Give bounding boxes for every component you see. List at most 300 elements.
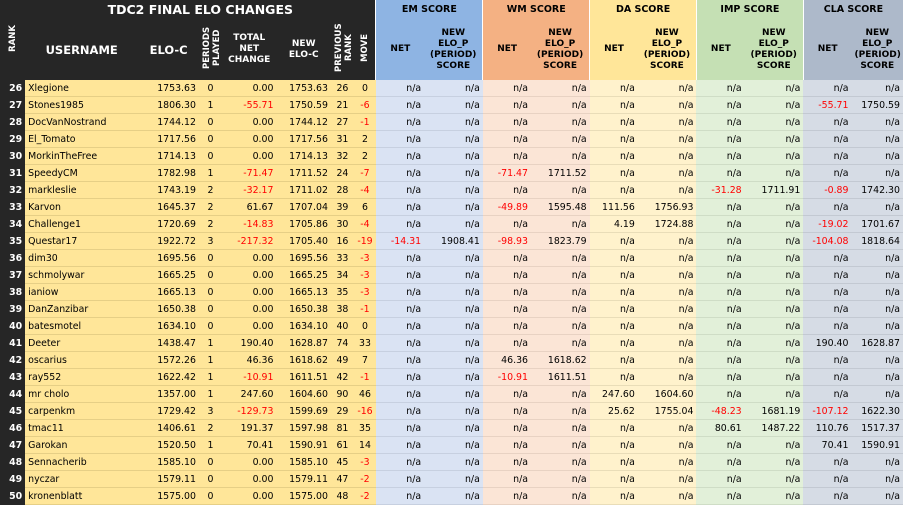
new-elo-c-cell: 1665.13	[276, 284, 330, 301]
cla-new-elo-cell: n/a	[852, 131, 903, 148]
wm-net-cell: n/a	[483, 114, 531, 131]
em-net-cell: n/a	[376, 148, 424, 165]
da-new-elo-cell: n/a	[638, 352, 697, 369]
imp-new-elo-cell: n/a	[745, 471, 804, 488]
em-new-elo-cell: n/a	[424, 284, 483, 301]
elo-c-cell: 1695.56	[138, 250, 199, 267]
wm-net-cell: n/a	[483, 131, 531, 148]
wm-net-cell: n/a	[483, 454, 531, 471]
wm-new-elo-cell: 1611.51	[531, 369, 590, 386]
em-new-elo-cell: n/a	[424, 471, 483, 488]
elo-c-cell: 1650.38	[138, 301, 199, 318]
periods-played-cell: 1	[199, 335, 222, 352]
elo-c-cell: 1806.30	[138, 97, 199, 114]
rank-cell: 47	[0, 437, 25, 454]
imp-new-elo-cell: n/a	[745, 233, 804, 250]
total-net-change-cell: 0.00	[222, 301, 276, 318]
imp-net-cell: n/a	[696, 267, 744, 284]
imp-net-cell: n/a	[696, 318, 744, 335]
elo-c-cell: 1729.42	[138, 403, 199, 420]
imp-net-cell: n/a	[696, 114, 744, 131]
cla-net-cell: n/a	[803, 301, 851, 318]
wm-net-header: NET	[483, 19, 531, 80]
username-cell: Karvon	[25, 199, 138, 216]
wm-net-cell: n/a	[483, 80, 531, 97]
da-net-cell: n/a	[590, 352, 638, 369]
imp-new-elo-cell: n/a	[745, 267, 804, 284]
wm-net-cell: n/a	[483, 420, 531, 437]
imp-new-elo-cell: n/a	[745, 301, 804, 318]
wm-new-elo-cell: n/a	[531, 250, 590, 267]
wm-net-cell: n/a	[483, 318, 531, 335]
wm-net-cell: 46.36	[483, 352, 531, 369]
new-elo-c-header: NEW ELO-C	[276, 19, 330, 80]
da-new-elo-cell: n/a	[638, 488, 697, 505]
da-net-cell: 4.19	[590, 216, 638, 233]
periods-played-cell: 1	[199, 97, 222, 114]
username-header: USERNAME	[25, 19, 138, 80]
table-row	[0, 114, 903, 131]
cla-new-elo-cell: 1818.64	[852, 233, 903, 250]
rank-cell: 26	[0, 80, 25, 97]
da-new-elo-cell: n/a	[638, 165, 697, 182]
cla-new-elo-cell: 1517.37	[852, 420, 903, 437]
wm-new-elo-cell: n/a	[531, 386, 590, 403]
table-row	[0, 386, 903, 403]
wm-new-elo-cell: 1823.79	[531, 233, 590, 250]
username-cell: El_Tomato	[25, 131, 138, 148]
wm-new-elo-cell: n/a	[531, 216, 590, 233]
imp-net-cell: n/a	[696, 335, 744, 352]
username-cell: SpeedyCM	[25, 165, 138, 182]
new-elo-c-cell: 1611.51	[276, 369, 330, 386]
new-elo-c-cell: 1744.12	[276, 114, 330, 131]
periods-played-cell: 1	[199, 386, 222, 403]
em-new-elo-cell: n/a	[424, 165, 483, 182]
da-net-cell: n/a	[590, 454, 638, 471]
elo-c-cell: 1717.56	[138, 131, 199, 148]
da-new-elo-cell: n/a	[638, 80, 697, 97]
elo-c-cell: 1634.10	[138, 318, 199, 335]
da-net-cell: n/a	[590, 165, 638, 182]
sheet-title: TDC2 FINAL ELO CHANGES	[25, 0, 376, 19]
em-net-cell: n/a	[376, 250, 424, 267]
previous-rank-cell: 16	[331, 233, 354, 250]
da-new-elo-header: NEW ELO_P (PERIOD) SCORE	[638, 19, 697, 80]
elo-c-cell: 1782.98	[138, 165, 199, 182]
move-cell: -2	[354, 471, 376, 488]
move-cell: -3	[354, 250, 376, 267]
cla-new-elo-cell: n/a	[852, 301, 903, 318]
total-net-change-cell: 0.00	[222, 131, 276, 148]
table-row	[0, 369, 903, 386]
previous-rank-cell: 81	[331, 420, 354, 437]
elo-c-cell: 1922.72	[138, 233, 199, 250]
imp-net-cell: n/a	[696, 165, 744, 182]
rank-header: RANK	[0, 0, 25, 80]
cla-net-cell: n/a	[803, 454, 851, 471]
em-new-elo-cell: n/a	[424, 199, 483, 216]
imp-new-elo-cell: n/a	[745, 165, 804, 182]
cla-new-elo-cell: n/a	[852, 454, 903, 471]
total-net-change-cell: -71.47	[222, 165, 276, 182]
new-elo-c-cell: 1579.11	[276, 471, 330, 488]
wm-net-cell: -71.47	[483, 165, 531, 182]
username-cell: Questar17	[25, 233, 138, 250]
em-net-cell: n/a	[376, 301, 424, 318]
periods-played-cell: 0	[199, 114, 222, 131]
periods-played-cell: 3	[199, 233, 222, 250]
rank-cell: 36	[0, 250, 25, 267]
em-net-cell: n/a	[376, 80, 424, 97]
elo-c-cell: 1406.61	[138, 420, 199, 437]
da-new-elo-cell: n/a	[638, 335, 697, 352]
wm-net-cell: n/a	[483, 437, 531, 454]
elo-c-header: ELO-C	[138, 19, 199, 80]
move-cell: 7	[354, 352, 376, 369]
new-elo-c-cell: 1634.10	[276, 318, 330, 335]
wm-net-cell: n/a	[483, 216, 531, 233]
em-new-elo-cell: n/a	[424, 301, 483, 318]
elo-c-cell: 1665.25	[138, 267, 199, 284]
em-new-elo-header: NEW ELO_P (PERIOD) SCORE	[424, 19, 483, 80]
elo-c-cell: 1438.47	[138, 335, 199, 352]
total-net-change-cell: -14.83	[222, 216, 276, 233]
da-score-header: DA SCORE	[590, 0, 697, 19]
da-new-elo-cell: n/a	[638, 233, 697, 250]
cla-net-cell: n/a	[803, 165, 851, 182]
elo-c-cell: 1622.42	[138, 369, 199, 386]
cla-new-elo-cell: n/a	[852, 114, 903, 131]
rank-cell: 33	[0, 199, 25, 216]
total-net-change-cell: 0.00	[222, 250, 276, 267]
rank-cell: 45	[0, 403, 25, 420]
em-new-elo-cell: n/a	[424, 114, 483, 131]
da-new-elo-cell: n/a	[638, 284, 697, 301]
em-new-elo-cell: n/a	[424, 148, 483, 165]
imp-net-cell: n/a	[696, 250, 744, 267]
move-cell: -1	[354, 301, 376, 318]
total-net-change-cell: -32.17	[222, 182, 276, 199]
periods-played-cell: 0	[199, 471, 222, 488]
cla-net-cell: 70.41	[803, 437, 851, 454]
imp-new-elo-cell: n/a	[745, 216, 804, 233]
elo-c-cell: 1744.12	[138, 114, 199, 131]
da-new-elo-cell: n/a	[638, 114, 697, 131]
em-net-cell: n/a	[376, 216, 424, 233]
table-row	[0, 437, 903, 454]
da-net-cell: n/a	[590, 114, 638, 131]
da-net-cell: 25.62	[590, 403, 638, 420]
previous-rank-cell: 49	[331, 352, 354, 369]
periods-played-cell: 2	[199, 199, 222, 216]
cla-net-cell: n/a	[803, 318, 851, 335]
rank-cell: 49	[0, 471, 25, 488]
da-net-cell: n/a	[590, 301, 638, 318]
username-cell: mr cholo	[25, 386, 138, 403]
new-elo-c-cell: 1705.40	[276, 233, 330, 250]
cla-new-elo-cell: n/a	[852, 199, 903, 216]
cla-net-cell: n/a	[803, 131, 851, 148]
rank-cell: 39	[0, 301, 25, 318]
da-net-cell: n/a	[590, 250, 638, 267]
table-row	[0, 131, 903, 148]
da-new-elo-cell: n/a	[638, 131, 697, 148]
periods-played-cell: 0	[199, 488, 222, 505]
cla-new-elo-cell: n/a	[852, 284, 903, 301]
em-new-elo-cell: n/a	[424, 386, 483, 403]
new-elo-c-cell: 1750.59	[276, 97, 330, 114]
new-elo-c-cell: 1714.13	[276, 148, 330, 165]
elo-c-cell: 1572.26	[138, 352, 199, 369]
em-net-cell: n/a	[376, 488, 424, 505]
cla-new-elo-cell: n/a	[852, 471, 903, 488]
cla-net-cell: n/a	[803, 114, 851, 131]
total-net-change-cell: 0.00	[222, 488, 276, 505]
table-row	[0, 352, 903, 369]
periods-played-cell: 0	[199, 80, 222, 97]
new-elo-c-cell: 1618.62	[276, 352, 330, 369]
new-elo-c-cell: 1590.91	[276, 437, 330, 454]
em-new-elo-cell: n/a	[424, 267, 483, 284]
periods-played-cell: 0	[199, 267, 222, 284]
table-row	[0, 97, 903, 114]
cla-net-cell: n/a	[803, 369, 851, 386]
rank-cell: 43	[0, 369, 25, 386]
username-cell: DanZanzibar	[25, 301, 138, 318]
new-elo-c-cell: 1650.38	[276, 301, 330, 318]
previous-rank-cell: 24	[331, 165, 354, 182]
em-net-cell: n/a	[376, 199, 424, 216]
rank-cell: 46	[0, 420, 25, 437]
imp-new-elo-cell: 1487.22	[745, 420, 804, 437]
username-cell: ray552	[25, 369, 138, 386]
elo-c-cell: 1753.63	[138, 80, 199, 97]
move-cell: -3	[354, 284, 376, 301]
da-new-elo-cell: 1755.04	[638, 403, 697, 420]
table-row	[0, 284, 903, 301]
username-cell: kronenblatt	[25, 488, 138, 505]
em-net-cell: n/a	[376, 403, 424, 420]
wm-net-cell: n/a	[483, 148, 531, 165]
new-elo-c-cell: 1705.86	[276, 216, 330, 233]
em-new-elo-cell: n/a	[424, 403, 483, 420]
em-net-cell: n/a	[376, 97, 424, 114]
table-row	[0, 318, 903, 335]
periods-played-cell: 0	[199, 131, 222, 148]
imp-net-cell: n/a	[696, 199, 744, 216]
rank-cell: 50	[0, 488, 25, 505]
imp-net-cell: -48.23	[696, 403, 744, 420]
em-new-elo-cell: n/a	[424, 335, 483, 352]
username-cell: oscarius	[25, 352, 138, 369]
em-net-cell: n/a	[376, 165, 424, 182]
em-net-cell: n/a	[376, 386, 424, 403]
total-net-change-cell: 46.36	[222, 352, 276, 369]
table-row	[0, 182, 903, 199]
em-net-cell: n/a	[376, 131, 424, 148]
da-net-cell: n/a	[590, 318, 638, 335]
em-net-cell: n/a	[376, 471, 424, 488]
em-new-elo-cell: n/a	[424, 97, 483, 114]
periods-played-cell: 0	[199, 318, 222, 335]
cla-new-elo-cell: 1750.59	[852, 97, 903, 114]
cla-net-cell: -107.12	[803, 403, 851, 420]
move-cell: -1	[354, 114, 376, 131]
previous-rank-cell: 27	[331, 114, 354, 131]
wm-new-elo-cell: n/a	[531, 437, 590, 454]
em-score-header: EM SCORE	[376, 0, 483, 19]
em-new-elo-cell: n/a	[424, 131, 483, 148]
cla-new-elo-cell: n/a	[852, 267, 903, 284]
wm-net-cell: n/a	[483, 386, 531, 403]
wm-net-cell: n/a	[483, 97, 531, 114]
periods-played-cell: 1	[199, 437, 222, 454]
cla-new-elo-cell: n/a	[852, 148, 903, 165]
cla-new-elo-cell: 1590.91	[852, 437, 903, 454]
move-cell: -3	[354, 454, 376, 471]
cla-net-cell: n/a	[803, 148, 851, 165]
cla-new-elo-cell: n/a	[852, 352, 903, 369]
rank-cell: 37	[0, 267, 25, 284]
da-new-elo-cell: n/a	[638, 182, 697, 199]
cla-net-cell: n/a	[803, 284, 851, 301]
previous-rank-cell: 28	[331, 182, 354, 199]
em-new-elo-cell: n/a	[424, 352, 483, 369]
cla-net-header: NET	[803, 19, 851, 80]
username-cell: MorkinTheFree	[25, 148, 138, 165]
wm-net-cell: -49.89	[483, 199, 531, 216]
total-net-change-cell: 0.00	[222, 471, 276, 488]
cla-net-cell: n/a	[803, 471, 851, 488]
imp-new-elo-header: NEW ELO_P (PERIOD) SCORE	[745, 19, 804, 80]
elo-c-cell: 1714.13	[138, 148, 199, 165]
previous-rank-cell: 47	[331, 471, 354, 488]
move-cell: -7	[354, 165, 376, 182]
new-elo-c-cell: 1628.87	[276, 335, 330, 352]
cla-new-elo-cell: n/a	[852, 386, 903, 403]
cla-net-cell: n/a	[803, 80, 851, 97]
da-new-elo-cell: 1724.88	[638, 216, 697, 233]
da-net-cell: n/a	[590, 148, 638, 165]
imp-new-elo-cell: n/a	[745, 318, 804, 335]
total-net-change-cell: -55.71	[222, 97, 276, 114]
table-row	[0, 80, 903, 97]
wm-new-elo-cell: n/a	[531, 284, 590, 301]
cla-net-cell: n/a	[803, 267, 851, 284]
elo-c-cell: 1357.00	[138, 386, 199, 403]
imp-net-cell: n/a	[696, 233, 744, 250]
imp-new-elo-cell: n/a	[745, 250, 804, 267]
previous-rank-cell: 35	[331, 284, 354, 301]
da-new-elo-cell: n/a	[638, 301, 697, 318]
wm-net-cell: n/a	[483, 471, 531, 488]
imp-new-elo-cell: 1681.19	[745, 403, 804, 420]
previous-rank-cell: 48	[331, 488, 354, 505]
wm-new-elo-cell: n/a	[531, 182, 590, 199]
previous-rank-cell: 32	[331, 148, 354, 165]
imp-new-elo-cell: n/a	[745, 80, 804, 97]
imp-net-cell: n/a	[696, 437, 744, 454]
total-net-change-cell: 0.00	[222, 148, 276, 165]
da-net-cell: n/a	[590, 182, 638, 199]
imp-net-cell: 80.61	[696, 420, 744, 437]
em-new-elo-cell: n/a	[424, 216, 483, 233]
move-cell: -16	[354, 403, 376, 420]
da-net-cell: n/a	[590, 97, 638, 114]
periods-played-cell: 2	[199, 216, 222, 233]
move-cell: -4	[354, 182, 376, 199]
cla-new-elo-cell: 1701.67	[852, 216, 903, 233]
em-new-elo-cell: n/a	[424, 80, 483, 97]
wm-new-elo-cell: n/a	[531, 97, 590, 114]
imp-new-elo-cell: n/a	[745, 335, 804, 352]
move-cell: -4	[354, 216, 376, 233]
periods-played-cell: 1	[199, 369, 222, 386]
username-cell: batesmotel	[25, 318, 138, 335]
rank-cell: 32	[0, 182, 25, 199]
move-cell: 35	[354, 420, 376, 437]
da-new-elo-cell: n/a	[638, 369, 697, 386]
cla-net-cell: n/a	[803, 250, 851, 267]
new-elo-c-cell: 1695.56	[276, 250, 330, 267]
imp-new-elo-cell: n/a	[745, 488, 804, 505]
table-row	[0, 301, 903, 318]
em-new-elo-cell: 1908.41	[424, 233, 483, 250]
move-cell: -2	[354, 488, 376, 505]
cla-net-cell: 190.40	[803, 335, 851, 352]
move-cell: 2	[354, 131, 376, 148]
rank-cell: 29	[0, 131, 25, 148]
rank-cell: 28	[0, 114, 25, 131]
previous-rank-cell: 34	[331, 267, 354, 284]
username-cell: Challenge1	[25, 216, 138, 233]
previous-rank-cell: 39	[331, 199, 354, 216]
da-net-cell: 247.60	[590, 386, 638, 403]
imp-new-elo-cell: n/a	[745, 386, 804, 403]
da-new-elo-cell: n/a	[638, 267, 697, 284]
da-net-cell: n/a	[590, 471, 638, 488]
previous-rank-cell: 21	[331, 97, 354, 114]
previous-rank-cell: 40	[331, 318, 354, 335]
wm-new-elo-header: NEW ELO_P (PERIOD) SCORE	[531, 19, 590, 80]
previous-rank-cell: 31	[331, 131, 354, 148]
da-net-header: NET	[590, 19, 638, 80]
da-net-cell: 111.56	[590, 199, 638, 216]
rank-cell: 35	[0, 233, 25, 250]
previous-rank-cell: 90	[331, 386, 354, 403]
em-net-cell: n/a	[376, 335, 424, 352]
da-net-cell: n/a	[590, 335, 638, 352]
em-net-cell: n/a	[376, 182, 424, 199]
imp-net-cell: n/a	[696, 471, 744, 488]
wm-net-cell: n/a	[483, 335, 531, 352]
wm-new-elo-cell: 1711.52	[531, 165, 590, 182]
em-net-cell: n/a	[376, 114, 424, 131]
periods-played-cell: 0	[199, 301, 222, 318]
imp-new-elo-cell: n/a	[745, 437, 804, 454]
wm-new-elo-cell: n/a	[531, 403, 590, 420]
imp-net-cell: n/a	[696, 216, 744, 233]
cla-new-elo-cell: n/a	[852, 80, 903, 97]
new-elo-c-cell: 1711.52	[276, 165, 330, 182]
rank-cell: 41	[0, 335, 25, 352]
new-elo-c-cell: 1665.25	[276, 267, 330, 284]
imp-net-cell: n/a	[696, 301, 744, 318]
username-cell: nyczar	[25, 471, 138, 488]
da-new-elo-cell: n/a	[638, 318, 697, 335]
new-elo-c-cell: 1585.10	[276, 454, 330, 471]
